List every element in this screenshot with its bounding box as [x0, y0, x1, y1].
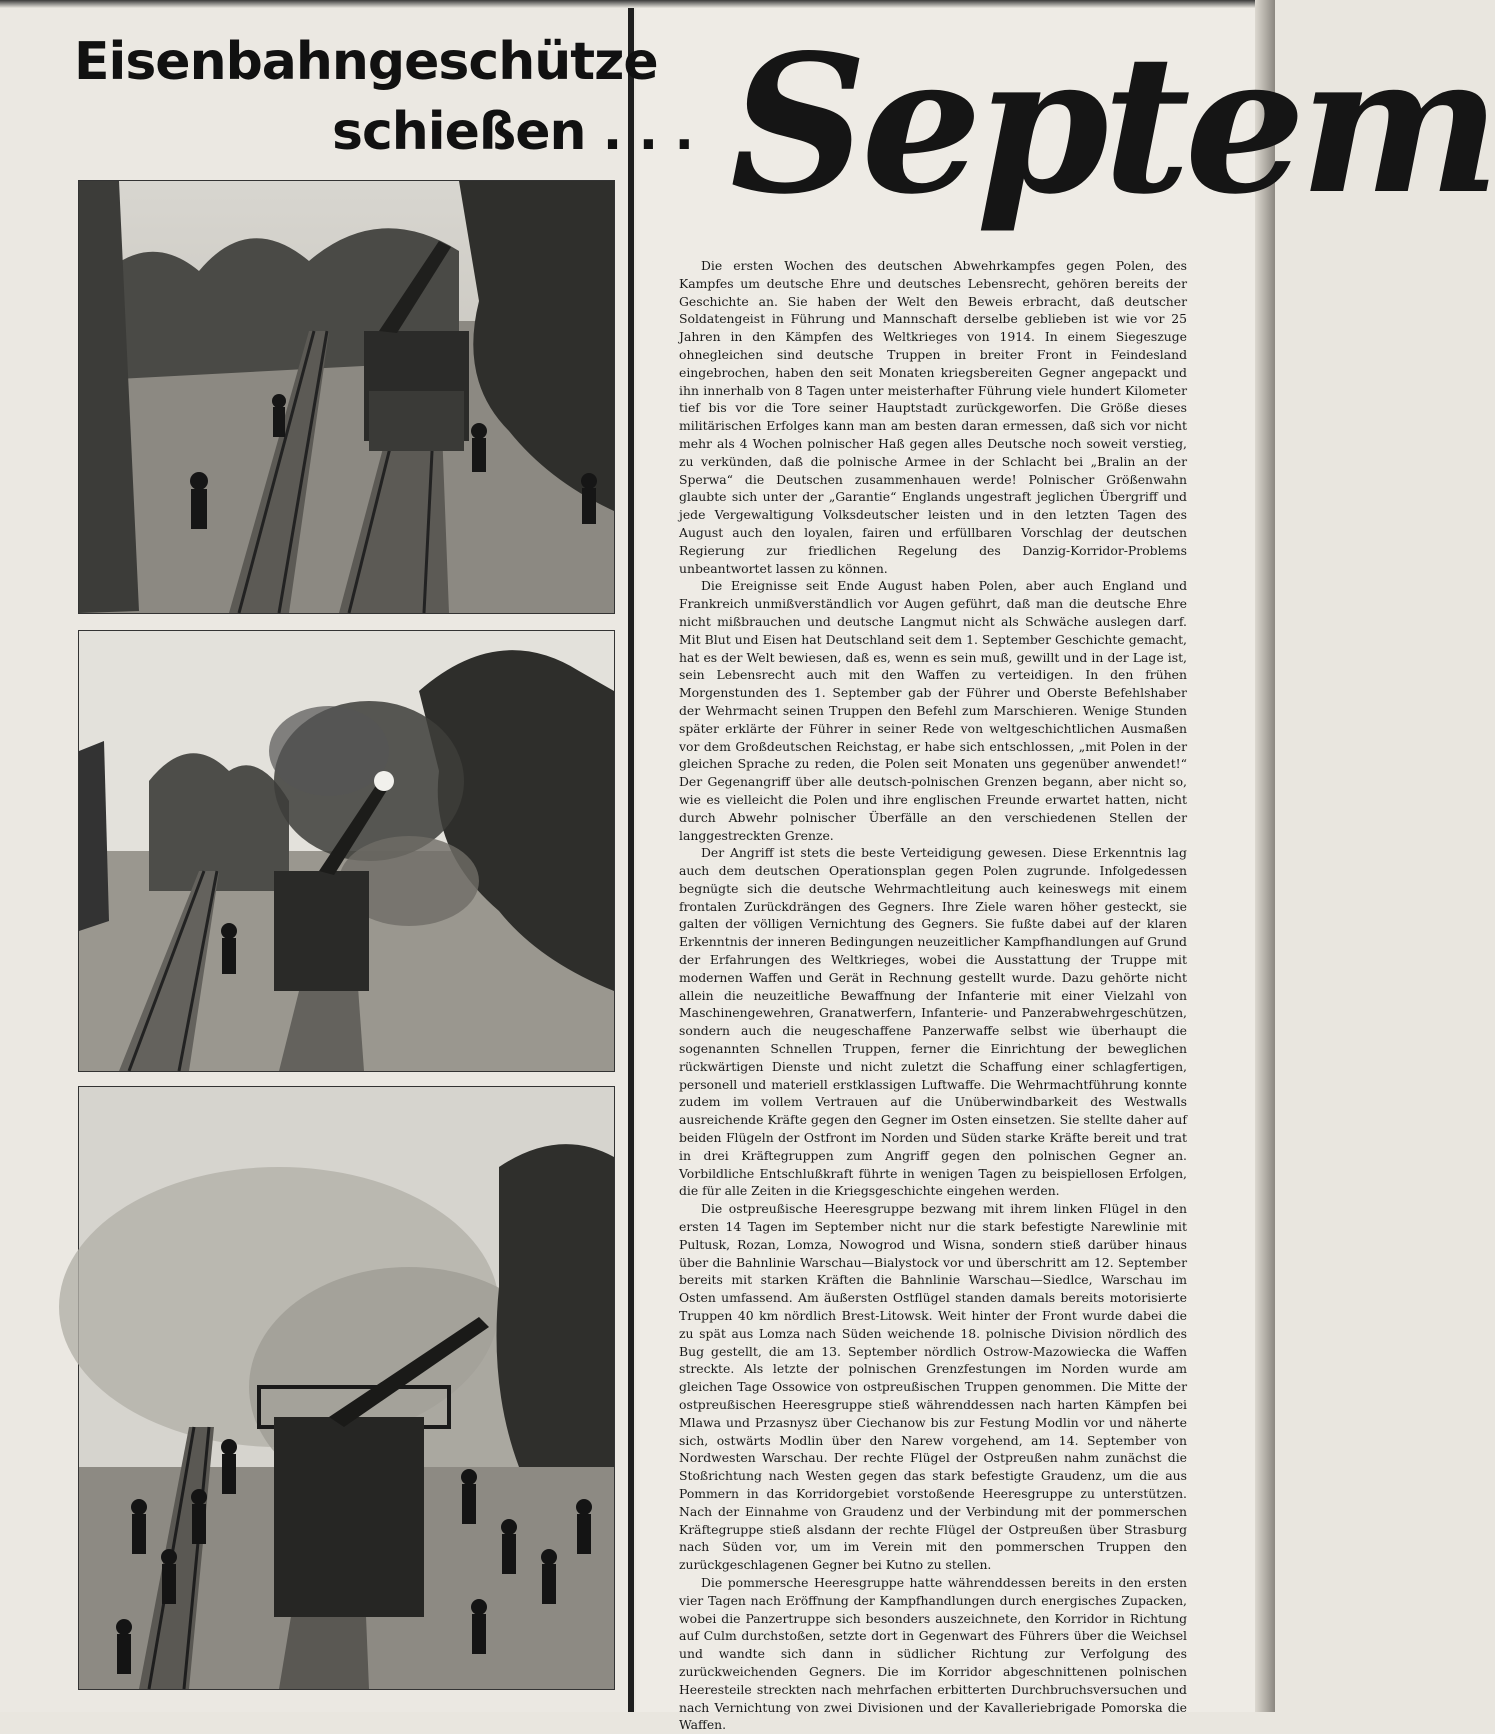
page-gutter	[628, 0, 634, 1712]
photo-railway-gun-crew	[78, 1086, 615, 1690]
headline-line-2: schießen . . .	[332, 102, 694, 162]
article-body	[679, 257, 1187, 1733]
article-paragraph: Die pommersche Heeresgruppe hatte währenddessen bereits in den ersten vier Tagen nach Eröffnung der Kampfhandlungen durch energisches Zupacken, wobei die Panzertruppe sich besonders auszeichnete, den Korridor in Richtung auf Culm durchstoßen, setzte dort in Gegenwart des Führers über die Weichsel und wandte sich dann in südlicher Richtung zur Verfolgung des zurückweichenden Gegners. Die im Korridor abgeschnittenen polnischen Heeresteile streckten nach mehrfachen erbitterten Durchbruchsversuchen und nach Vernichtung von zwei Divisionen und der Kavalleriebrigade Pomorska die Waffen.	[679, 1574, 1187, 1733]
photo-railway-gun-firing	[78, 630, 615, 1072]
article-paragraph: Die ostpreußische Heeresgruppe bezwang mit ihrem linken Flügel in den ersten 14 Tagen im September nicht nur die stark befestigte Narewlinie mit Pultusk, Rozan, Lomza, Nowogrod und Wisna, sondern stieß darüber hinaus über die Bahnlinie Warschau—Bialystock vor und überschritt am 12. September bereits mit starken Kräften die Bahnlinie Warschau—Siedlce, Warschau im Osten umfassend. Am äußersten Ostflügel standen damals bereits motorisierte Truppen 40 km nördlich Brest-Litowsk. Weit hinter der Front wurde dabei die zu spät aus Lomza nach Süden weichende 18. polnische Division nördlich des Bug gestellt, die am 13. September nördlich Ostrow-Mazowiecka die Waffen streckte. Als letzte der polnischen Grenzfestungen im Norden wurde am gleichen Tage Ossowice von ostpreußischen Truppen genommen. Die Mitte der ostpreußischen Heeresgruppe stieß währenddessen nach harten Kämpfen bei Mlawa und Przasnysz über Ciechanow bis zur Festung Modlin vor und näherte sich, ostwärts Modlin über den Narew vorgehend, am 14. September von Nordwesten Warschau. Der rechte Flügel der Ostpreußen nahm zunächst die Stoßrichtung nach Westen gegen das stark befestigte Graudenz, um die aus Pommern in das Korridorgebiet vorstoßende Heeresgruppe zu unterstützen. Nach der Einnahme von Graudenz und der Verbindung mit der pommerschen Kräftegruppe stieß alsdann der rechte Flügel der Ostpreußen über Strasburg nach Süden vor, um im Verein mit den pommerschen Truppen den zurückgeschlagenen Gegner bei Kutno zu stellen.	[679, 1201, 1187, 1573]
right-page-edge	[1255, 0, 1275, 1712]
article-paragraph: Die Ereignisse seit Ende August haben Polen, aber auch England und Frankreich unmißverständlich vor Augen geführt, daß man die deutsche Ehre nicht mißbrauchen und deutsche Langmut nicht als Schwäche auslegen darf. Mit Blut und Eisen hat Deutschland seit dem 1. September Geschichte gemacht, hat es der Welt bewiesen, daß es, wenn es sein muß, gewillt und in der Lage ist, sein Lebensrecht auch mit den Waffen zu verteidigen. In den frühen Morgenstunden des 1. September gab der Führer und Oberste Befehlshaber der Wehrmacht seinen Truppen den Befehl zum Marschieren. Wenige Stunden später erklärte der Führer in seiner Rede von weltgeschichtlichen Ausmaßen vor dem Großdeutschen Reichstag, er habe sich entschlossen, „mit Polen in der gleichen Sprache zu reden, die Polen seit Monaten uns gegenüber anwendet!“ Der Gegenangriff über alle deutsch-polnischen Grenzen begann, aber nicht so, wie es vielleicht die Polen und ihre englischen Freunde erwartet hatten, nicht durch Abwehr polnischer Überfälle an den verschiedenen Stellen der langgestreckten Grenze.	[679, 578, 1187, 843]
article-paragraph: Der Angriff ist stets die beste Verteidigung gewesen. Diese Erkenntnis lag auch dem deutschen Operationsplan gegen Polen zugrunde. Infolgedessen begnügte sich die deutsche Wehrmachtleitung auch keineswegs mit einem frontalen Zurückdrängen des Gegners. Ihre Ziele waren höher gesteckt, sie galten der völligen Vernichtung des Gegners. Sie fußte dabei auf der klaren Erkenntnis der inneren Bedingungen neuzeitlicher Kampfhandlungen auf Grund der Erfahrungen des Weltkrieges, wobei die Ausstattung der Truppe mit modernen Waffen und Gerät in Rechnung gestellt wurde. Dazu gehörte nicht allein die neuzeitliche Bewaffnung der Infanterie mit einer Vielzahl von Maschinengewehren, Granatwerfern, Infanterie- und Panzerabwehrgeschützen, sondern auch die neugeschaffene Panzerwaffe selbst wie überhaupt die sogenannten Schnellen Truppen, ferner die Einrichtung der beweglichen rückwärtigen Dienste und nicht zuletzt die Schaffung einer schlagfertigen, personell und materiell erstklassigen Luftwaffe. Die Wehrmachtführung konnte zudem im vollem Vertrauen auf die Unüberwindbarkeit des Westwalls ausreichende Kräfte gegen den Gegner im Osten einsetzen. Sie stellte daher auf beiden Flügeln der Ostfront im Norden und Süden starke Kräfte bereit und trat in drei Kräftegruppen zum Angriff gegen den polnischen Gegner an. Vorbildliche Entschlußkraft führte in wenigen Tagen zu beispiellosen Erfolgen, die für alle Zeiten in die Kriegsgeschichte eingehen werden.	[679, 845, 1187, 1199]
top-edge-shadow	[0, 0, 1275, 8]
article-paragraph: Die ersten Wochen des deutschen Abwehrkampfes gegen Polen, des Kampfes um deutsche Ehre und deutsches Lebensrecht, gehören bereits der Geschichte an. Sie haben der Welt den Beweis erbracht, daß deutscher Soldatengeist in Führung und Mannschaft derselbe geblieben ist wie vor 25 Jahren in den Kämpfen des Weltkrieges von 1914. In einem Siegeszuge ohnegleichen sind deutsche Truppen in breiter Front in Feindesland eingebrochen, haben den seit Monaten kriegsbereiten Gegner angepackt und ihn innerhalb von 8 Tagen unter meisterhafter Führung viele hundert Kilometer tief bis vor die Tore seiner Hauptstadt zurückgeworfen. Die Größe dieses militärischen Erfolges kann man am besten daran ermessen, daß sich vor nicht mehr als 4 Wochen polnischer Haß gegen alles Deutsche noch soweit verstieg, zu verkünden, daß die polnische Armee in der Schlacht bei „Bralin an der Sperwa“ die Deutschen zusammenhauen werde! Polnischer Größenwahn glaubte sich unter der „Garantie“ Englands ungestraft jeglichen Übergriff und jede Vergewaltigung Volksdeutscher leisten und in den letzten Tagen des August auch den loyalen, fairen und erfüllbaren Vorschlag der deutschen Regierung zur friedlichen Regelung des Danzig-Korridor-Problems unbeantwortet lassen zu können.	[679, 258, 1187, 576]
script-title: Septem	[730, 13, 1495, 236]
headline-line-1: Eisenbahngeschütze	[74, 32, 658, 92]
headline	[74, 30, 694, 170]
photo-railway-gun-1	[78, 180, 615, 614]
